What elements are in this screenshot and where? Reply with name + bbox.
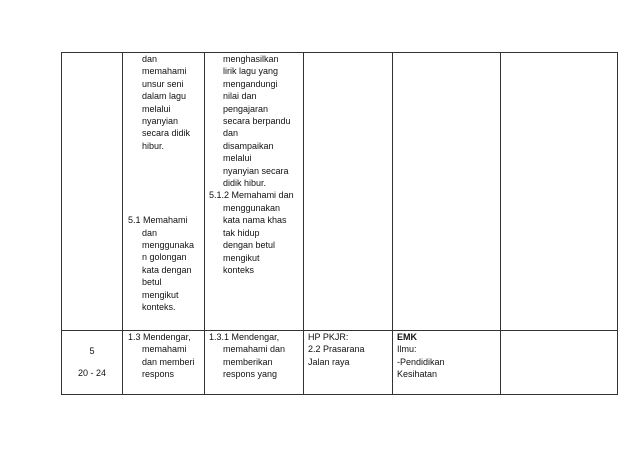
text-line: lirik lagu yang xyxy=(223,66,279,77)
standard-kandungan-cell xyxy=(123,53,205,331)
text-line: Ilmu: xyxy=(397,344,417,355)
text-line: HP PKJR: xyxy=(308,332,349,342)
catatan-cell xyxy=(501,331,618,395)
text-line: disampaikan xyxy=(223,140,274,151)
text-line: respons xyxy=(142,369,175,380)
text-line: nyanyian xyxy=(142,116,179,127)
emk-title: EMK xyxy=(397,332,417,342)
text-line: memahami xyxy=(142,344,187,355)
text-line: betul xyxy=(142,277,162,288)
text-line: dalam lagu xyxy=(142,91,187,102)
text-line: mengandungi xyxy=(223,78,278,89)
text-line: nyanyian secara xyxy=(223,165,289,176)
text-line: unsur seni xyxy=(142,78,184,89)
week-dates: 20 - 24 xyxy=(77,368,107,378)
standard-pembelajaran-5-1-2: 5.1.2 Memahami dan menggunakan kata nama khas tak hidup dengan betul mengikut konteks xyxy=(209,189,303,276)
text-line: konteks xyxy=(223,264,255,275)
week-number: 5 xyxy=(89,346,95,356)
text-line: memahami xyxy=(142,66,187,77)
table-row xyxy=(62,53,618,331)
text-line: menghasilkan xyxy=(223,54,279,64)
text-line: dan xyxy=(142,54,158,64)
text-line: kata dengan xyxy=(142,264,192,275)
standard-pembelajaran-text xyxy=(209,53,303,189)
text-line: mengikut xyxy=(142,289,179,300)
text-line: memahami dan xyxy=(223,344,286,355)
emk-cell xyxy=(393,53,501,331)
elemen-merentas-cell xyxy=(304,331,393,395)
standard-kandungan-text xyxy=(128,53,204,152)
text-line: nilai dan xyxy=(223,91,257,102)
text-line: secara didik xyxy=(142,128,191,139)
elemen-merentas-cell xyxy=(304,53,393,331)
week-cell xyxy=(62,331,123,395)
text-line: menggunakan xyxy=(223,202,281,213)
text-line: melalui xyxy=(142,103,171,114)
text-line: tak hidup xyxy=(223,227,260,238)
text-line: -Pendidikan xyxy=(397,356,445,367)
table-row xyxy=(62,331,618,395)
text-line: respons yang xyxy=(223,369,278,380)
text-line: memberikan xyxy=(223,356,273,367)
week-cell xyxy=(62,53,123,331)
standard-pembelajaran-cell: 1.3.1 Mendengar, memahami dan memberikan respons yang xyxy=(205,331,304,395)
emk-cell xyxy=(393,331,501,395)
text-line: didik hibur. xyxy=(223,178,267,189)
text-line: Kesihatan xyxy=(397,369,438,380)
text-line: dengan betul xyxy=(223,240,276,251)
text-line: mengikut xyxy=(223,252,260,263)
text-line: secara berpandu xyxy=(223,116,291,127)
text-line: n golongan xyxy=(142,252,187,263)
text-line: kata nama khas xyxy=(223,215,287,226)
text-line: dan memberi xyxy=(142,356,195,367)
lesson-plan-table xyxy=(61,52,618,395)
catatan-cell xyxy=(501,53,618,331)
text-line: 2.2 Prasarana xyxy=(308,344,365,355)
text-line: pengajaran xyxy=(223,103,269,114)
text-line: dan xyxy=(223,128,239,139)
standard-kandungan-5-1: 5.1 Memahami dan menggunaka n golongan kata dengan betul mengikut konteks. xyxy=(128,214,204,313)
text-line: menggunaka xyxy=(142,240,195,251)
text-line: konteks. xyxy=(142,302,176,313)
text-line: melalui xyxy=(223,153,252,164)
text-line: dan xyxy=(142,227,158,238)
standard-pembelajaran-cell xyxy=(205,53,304,331)
text-line: Jalan raya xyxy=(308,356,350,367)
standard-kandungan-cell: 1.3 Mendengar, memahami dan memberi respons xyxy=(123,331,205,395)
text-line: hibur. xyxy=(142,140,165,151)
